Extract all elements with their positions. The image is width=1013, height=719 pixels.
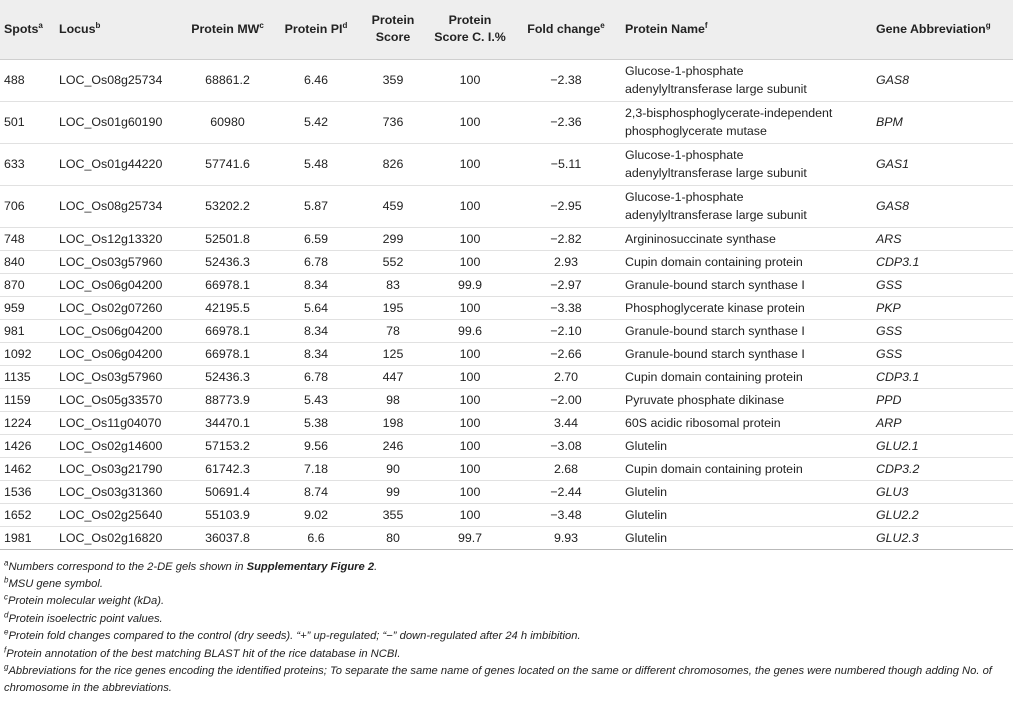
table-row <box>0 227 1013 250</box>
cell-fold-change: 9.93 <box>511 526 621 549</box>
cell-score: 736 <box>357 101 429 143</box>
cell-mw: 61742.3 <box>180 457 275 480</box>
table-row <box>0 411 1013 434</box>
cell-protein-name: Glutelin <box>621 480 872 503</box>
table-row <box>0 503 1013 526</box>
cell-fold-change: 3.44 <box>511 411 621 434</box>
cell-spot: 870 <box>0 273 55 296</box>
cell-locus: LOC_Os02g25640 <box>55 503 180 526</box>
cell-spot: 501 <box>0 101 55 143</box>
cell-score: 90 <box>357 457 429 480</box>
cell-pi: 9.02 <box>275 503 357 526</box>
table-row <box>0 101 1013 143</box>
table-row <box>0 296 1013 319</box>
cell-score-ci: 100 <box>429 365 511 388</box>
cell-protein-name: Argininosuccinate synthase <box>621 227 872 250</box>
cell-fold-change: −2.00 <box>511 388 621 411</box>
cell-score-ci: 99.7 <box>429 526 511 549</box>
cell-score-ci: 100 <box>429 227 511 250</box>
cell-spot: 488 <box>0 59 55 101</box>
table-row <box>0 273 1013 296</box>
header-score-ci: Protein Score C. I.% <box>429 0 511 59</box>
cell-gene-abbreviation: GLU2.1 <box>872 434 1013 457</box>
cell-mw: 34470.1 <box>180 411 275 434</box>
cell-gene-abbreviation: BPM <box>872 101 1013 143</box>
cell-score: 355 <box>357 503 429 526</box>
cell-mw: 66978.1 <box>180 319 275 342</box>
cell-spot: 1536 <box>0 480 55 503</box>
cell-spot: 1135 <box>0 365 55 388</box>
cell-locus: LOC_Os06g04200 <box>55 342 180 365</box>
cell-fold-change: −2.97 <box>511 273 621 296</box>
cell-score: 195 <box>357 296 429 319</box>
cell-spot: 1462 <box>0 457 55 480</box>
cell-gene-abbreviation: PPD <box>872 388 1013 411</box>
table-row <box>0 59 1013 101</box>
cell-mw: 66978.1 <box>180 342 275 365</box>
header-row <box>0 0 1013 59</box>
cell-gene-abbreviation: GLU2.2 <box>872 503 1013 526</box>
header-fold-change: Fold change$^e$ <box>511 0 621 59</box>
cell-score-ci: 100 <box>429 388 511 411</box>
cell-score: 552 <box>357 250 429 273</box>
cell-gene-abbreviation: CDP3.1 <box>872 250 1013 273</box>
cell-pi: 5.42 <box>275 101 357 143</box>
table-row <box>0 388 1013 411</box>
cell-pi: 8.34 <box>275 273 357 296</box>
cell-spot: 840 <box>0 250 55 273</box>
cell-protein-name: Glutelin <box>621 434 872 457</box>
cell-fold-change: −2.95 <box>511 185 621 227</box>
cell-gene-abbreviation: GSS <box>872 319 1013 342</box>
cell-mw: 52436.3 <box>180 365 275 388</box>
cell-mw: 57153.2 <box>180 434 275 457</box>
header-mw: Protein $MW^c$ <box>180 0 275 59</box>
cell-protein-name: Cupin domain containing protein <box>621 250 872 273</box>
cell-locus: LOC_Os06g04200 <box>55 319 180 342</box>
cell-protein-name: Glucose-1-phosphate adenylyltransferase large subunit <box>621 143 872 185</box>
cell-mw: 42195.5 <box>180 296 275 319</box>
cell-spot: 981 <box>0 319 55 342</box>
cell-score-ci: 100 <box>429 411 511 434</box>
cell-pi: 8.34 <box>275 319 357 342</box>
footnote-e: $^e$Protein fold changes compared to the control (dry seeds). “+” up-regulated; “−” down-regulated after 24 h imbibition. <box>4 627 581 643</box>
cell-score: 83 <box>357 273 429 296</box>
cell-protein-name: 2,3-bisphosphoglycerate-independent phosphoglycerate mutase <box>621 101 872 143</box>
cell-spot: 1224 <box>0 411 55 434</box>
cell-score: 98 <box>357 388 429 411</box>
cell-gene-abbreviation: GAS1 <box>872 143 1013 185</box>
table-row <box>0 526 1013 549</box>
cell-locus: LOC_Os02g07260 <box>55 296 180 319</box>
cell-score-ci: 100 <box>429 503 511 526</box>
cell-locus: LOC_Os08g25734 <box>55 185 180 227</box>
cell-locus: LOC_Os02g14600 <box>55 434 180 457</box>
cell-protein-name: Granule-bound starch synthase I <box>621 319 872 342</box>
cell-locus: LOC_Os03g31360 <box>55 480 180 503</box>
cell-mw: 53202.2 <box>180 185 275 227</box>
table-row <box>0 250 1013 273</box>
cell-pi: 8.74 <box>275 480 357 503</box>
cell-locus: LOC_Os06g04200 <box>55 273 180 296</box>
cell-spot: 748 <box>0 227 55 250</box>
cell-gene-abbreviation: ARP <box>872 411 1013 434</box>
cell-pi: 5.43 <box>275 388 357 411</box>
cell-score-ci: 100 <box>429 59 511 101</box>
cell-gene-abbreviation: ARS <box>872 227 1013 250</box>
table-body <box>0 59 1013 549</box>
cell-score-ci: 100 <box>429 185 511 227</box>
cell-fold-change: 2.93 <box>511 250 621 273</box>
cell-score: 78 <box>357 319 429 342</box>
cell-locus: LOC_Os03g57960 <box>55 250 180 273</box>
cell-protein-name: Granule-bound starch synthase I <box>621 342 872 365</box>
cell-score-ci: 100 <box>429 250 511 273</box>
cell-mw: 68861.2 <box>180 59 275 101</box>
cell-score: 99 <box>357 480 429 503</box>
cell-score-ci: 100 <box>429 342 511 365</box>
table-row <box>0 319 1013 342</box>
cell-score: 299 <box>357 227 429 250</box>
cell-mw: 52501.8 <box>180 227 275 250</box>
cell-protein-name: Glutelin <box>621 526 872 549</box>
cell-mw: 88773.9 <box>180 388 275 411</box>
cell-gene-abbreviation: GLU2.3 <box>872 526 1013 549</box>
cell-fold-change: −2.38 <box>511 59 621 101</box>
cell-protein-name: Glutelin <box>621 503 872 526</box>
cell-score-ci: 100 <box>429 296 511 319</box>
cell-spot: 1426 <box>0 434 55 457</box>
cell-score-ci: 100 <box>429 480 511 503</box>
cell-pi: 6.6 <box>275 526 357 549</box>
cell-fold-change: −5.11 <box>511 143 621 185</box>
table-row <box>0 457 1013 480</box>
cell-locus: LOC_Os01g60190 <box>55 101 180 143</box>
cell-score: 826 <box>357 143 429 185</box>
cell-mw: 55103.9 <box>180 503 275 526</box>
cell-protein-name: Cupin domain containing protein <box>621 365 872 388</box>
cell-fold-change: −2.10 <box>511 319 621 342</box>
cell-locus: LOC_Os03g21790 <box>55 457 180 480</box>
cell-score-ci: 99.9 <box>429 273 511 296</box>
cell-locus: LOC_Os05g33570 <box>55 388 180 411</box>
cell-pi: 6.46 <box>275 59 357 101</box>
cell-pi: 5.38 <box>275 411 357 434</box>
cell-spot: 959 <box>0 296 55 319</box>
cell-score: 246 <box>357 434 429 457</box>
cell-score: 125 <box>357 342 429 365</box>
cell-pi: 6.78 <box>275 250 357 273</box>
table-row <box>0 365 1013 388</box>
cell-spot: 1092 <box>0 342 55 365</box>
cell-pi: 5.87 <box>275 185 357 227</box>
footnote-c: $^c$Protein molecular weight (kDa). <box>4 592 165 608</box>
cell-score: 447 <box>357 365 429 388</box>
cell-spot: 1159 <box>0 388 55 411</box>
cell-locus: LOC_Os08g25734 <box>55 59 180 101</box>
cell-score: 80 <box>357 526 429 549</box>
cell-gene-abbreviation: GAS8 <box>872 59 1013 101</box>
footnote-f: $^f$Protein annotation of the best matching BLAST hit of the rice database in NCBI. <box>4 644 401 660</box>
cell-locus: LOC_Os03g57960 <box>55 365 180 388</box>
cell-locus: LOC_Os11g04070 <box>55 411 180 434</box>
cell-score: 459 <box>357 185 429 227</box>
cell-protein-name: Pyruvate phosphate dikinase <box>621 388 872 411</box>
header-score: Protein Score <box>357 0 429 59</box>
cell-fold-change: −3.48 <box>511 503 621 526</box>
cell-mw: 60980 <box>180 101 275 143</box>
cell-mw: 36037.8 <box>180 526 275 549</box>
footnote-b: $^b$MSU gene symbol. <box>4 575 103 590</box>
cell-score-ci: 100 <box>429 101 511 143</box>
cell-score-ci: 100 <box>429 434 511 457</box>
cell-protein-name: Phosphoglycerate kinase protein <box>621 296 872 319</box>
table-row <box>0 342 1013 365</box>
cell-fold-change: −3.38 <box>511 296 621 319</box>
header-locus: Locus$^b$ <box>55 0 180 59</box>
cell-pi: 8.34 <box>275 342 357 365</box>
cell-score-ci: 100 <box>429 143 511 185</box>
cell-fold-change: 2.68 <box>511 457 621 480</box>
header-pi: Protein $PI^d$ <box>275 0 357 59</box>
cell-gene-abbreviation: GSS <box>872 342 1013 365</box>
cell-gene-abbreviation: CDP3.2 <box>872 457 1013 480</box>
table-row <box>0 143 1013 185</box>
cell-gene-abbreviation: PKP <box>872 296 1013 319</box>
cell-pi: 5.48 <box>275 143 357 185</box>
cell-score-ci: 99.6 <box>429 319 511 342</box>
cell-locus: LOC_Os12g13320 <box>55 227 180 250</box>
cell-protein-name: Cupin domain containing protein <box>621 457 872 480</box>
cell-pi: 6.59 <box>275 227 357 250</box>
table-row <box>0 480 1013 503</box>
cell-score: 359 <box>357 59 429 101</box>
cell-fold-change: 2.70 <box>511 365 621 388</box>
table-row <box>0 434 1013 457</box>
cell-spot: 633 <box>0 143 55 185</box>
cell-spot: 1981 <box>0 526 55 549</box>
cell-fold-change: −2.82 <box>511 227 621 250</box>
cell-protein-name: Glucose-1-phosphate adenylyltransferase large subunit <box>621 59 872 101</box>
header-gene-abbreviation: Gene Abbreviation$^g$ <box>872 0 1013 59</box>
cell-mw: 52436.3 <box>180 250 275 273</box>
cell-pi: 9.56 <box>275 434 357 457</box>
footnotes <box>0 559 1013 698</box>
cell-fold-change: −2.36 <box>511 101 621 143</box>
table-row <box>0 185 1013 227</box>
cell-gene-abbreviation: GAS8 <box>872 185 1013 227</box>
cell-gene-abbreviation: GLU3 <box>872 480 1013 503</box>
header-protein-name: Protein Name$^f$ <box>621 0 872 59</box>
cell-fold-change: −2.44 <box>511 480 621 503</box>
cell-pi: 5.64 <box>275 296 357 319</box>
cell-locus: LOC_Os02g16820 <box>55 526 180 549</box>
cell-spot: 706 <box>0 185 55 227</box>
header-spots: Spots$^a$ <box>0 0 55 59</box>
cell-gene-abbreviation: CDP3.1 <box>872 365 1013 388</box>
footnote-a: $^a$Numbers correspond to the 2-DE gels shown in Supplementary Figure 2. <box>4 557 378 573</box>
cell-score: 198 <box>357 411 429 434</box>
cell-fold-change: −3.08 <box>511 434 621 457</box>
cell-protein-name: 60S acidic ribosomal protein <box>621 411 872 434</box>
cell-mw: 66978.1 <box>180 273 275 296</box>
cell-gene-abbreviation: GSS <box>872 273 1013 296</box>
cell-fold-change: −2.66 <box>511 342 621 365</box>
cell-pi: 7.18 <box>275 457 357 480</box>
cell-mw: 50691.4 <box>180 480 275 503</box>
cell-protein-name: Granule-bound starch synthase I <box>621 273 872 296</box>
cell-score-ci: 100 <box>429 457 511 480</box>
footnote-g: $^g$Abbreviations for the rice genes encoding the identified proteins; To separate the same name of genes located on the same or different chromosomes, the genes were numbered though adding No. of chromosome in the abbreviations. <box>4 662 992 695</box>
cell-locus: LOC_Os01g44220 <box>55 143 180 185</box>
cell-pi: 6.78 <box>275 365 357 388</box>
footnote-d: $^d$Protein isoelectric point values. <box>4 609 163 625</box>
cell-spot: 1652 <box>0 503 55 526</box>
cell-protein-name: Glucose-1-phosphate adenylyltransferase large subunit <box>621 185 872 227</box>
cell-mw: 57741.6 <box>180 143 275 185</box>
